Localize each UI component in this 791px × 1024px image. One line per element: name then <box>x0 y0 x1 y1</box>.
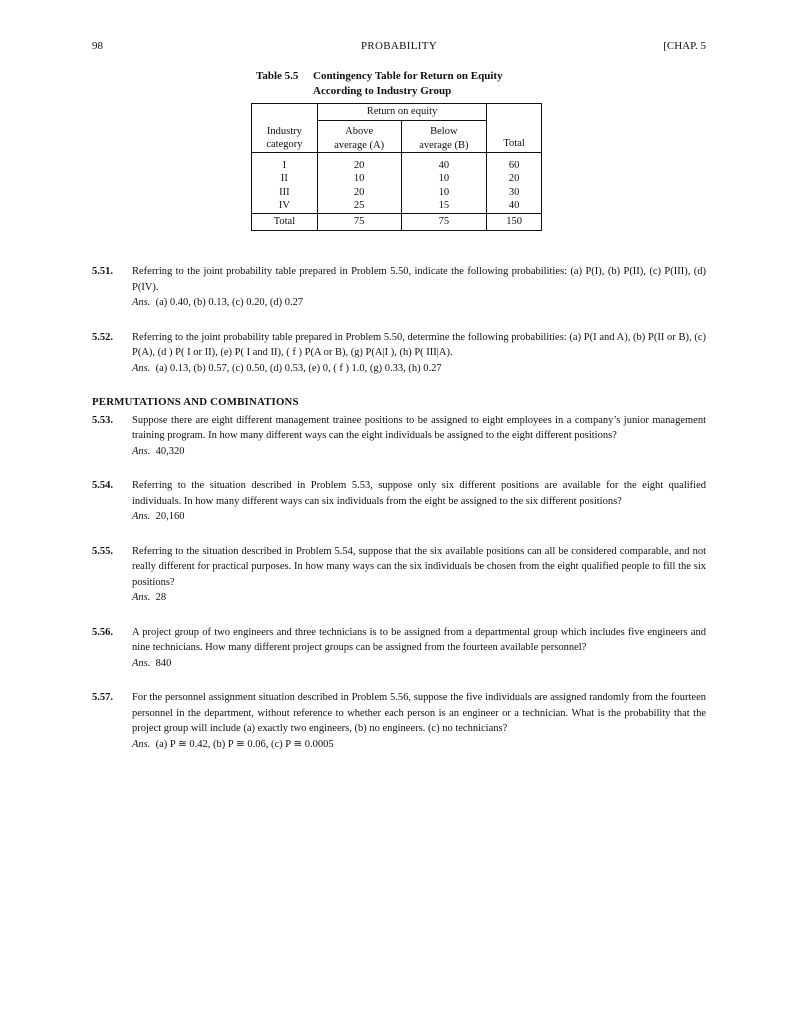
answer-label: Ans. <box>132 592 151 603</box>
header-total: Total <box>487 121 542 153</box>
total-above: 75 <box>317 213 401 230</box>
problem-5-54 <box>92 478 706 525</box>
problem-answer <box>132 590 706 606</box>
table-row <box>252 172 542 186</box>
answer-text: (a) 0.40, (b) 0.13, (c) 0.20, (d) 0.27 <box>155 297 304 308</box>
header-above-l2: average (A) <box>334 139 385 151</box>
table-total-row <box>252 213 542 230</box>
table-row <box>252 186 542 200</box>
row-category: I <box>252 159 318 173</box>
total-label: Total <box>252 213 318 230</box>
problem-5-51 <box>92 264 706 311</box>
chapter-label: [CHAP. 5 <box>663 40 706 52</box>
problem-5-52 <box>92 330 706 377</box>
problem-number: 5.52. <box>92 331 113 343</box>
problem-number: 5.51. <box>92 266 113 277</box>
running-title: PROBABILITY <box>360 40 438 52</box>
row-below: 40 <box>401 159 487 173</box>
row-below: 15 <box>401 199 487 213</box>
problem-5-55 <box>92 544 706 606</box>
table-row <box>252 159 542 173</box>
header-industry <box>252 121 318 153</box>
answer-text: (a) P ≅ 0.42, (b) P ≅ 0.06, (c) P ≅ 0.0005 <box>155 738 334 750</box>
problem-5-53 <box>92 413 706 460</box>
row-below: 10 <box>401 172 487 186</box>
problem-text: For the personnel assignment situation described in Problem 5.56, suppose the five individuals are assigned randomly from the fourteen personnel in the department, without reference to whether each person is an engineer or a technician. What is the probability that the project group will include (a) exactly two engineers, (b) no engineers. (c) no technicians? <box>132 692 706 734</box>
row-above: 20 <box>317 186 401 200</box>
problem-answer <box>132 361 706 377</box>
table-row <box>252 199 542 213</box>
problem-number: 5.55. <box>92 545 113 557</box>
problem-text: A project group of two engineers and three technicians is to be assigned from a departmental group which includes five engineers and nine technicians. How many different project groups can be assigned from the fourteen available personnel? <box>132 626 706 653</box>
answer-label: Ans. <box>132 657 151 669</box>
problem-number: 5.54. <box>92 480 113 491</box>
answer-text: 28 <box>155 592 167 603</box>
table-label: Table 5.5 <box>256 70 299 82</box>
header-above <box>317 121 401 153</box>
row-above: 20 <box>317 159 401 173</box>
header-below-l1: Below <box>430 126 458 137</box>
page-header <box>92 40 706 56</box>
answer-label: Ans. <box>132 738 151 750</box>
problem-text: Referring to the situation described in Problem 5.53, suppose only six different positions are available for the eight qualified individuals. In how many different ways can six individuals from the eight be assigned to the six different positions? <box>132 480 706 507</box>
answer-text: (a) 0.13, (b) 0.57, (c) 0.50, (d) 0.53, (e) 0, ( f ) 1.0, (g) 0.33, (h) 0.27 <box>155 362 442 374</box>
problem-answer <box>132 656 706 672</box>
problem-text: Suppose there are eight different management trainee positions to be assigned to eight employees in a company’s junior management training program. In how many different ways can the eight individuals be assigned to the eight different positions? <box>132 414 706 441</box>
header-above-l1: Above <box>345 126 374 137</box>
table-title-line-2: According to Industry Group <box>313 85 452 97</box>
row-total: 40 <box>487 199 542 213</box>
problem-answer <box>132 737 706 753</box>
contingency-table <box>251 103 542 231</box>
total-below: 75 <box>401 213 487 230</box>
problem-answer <box>132 444 706 460</box>
problem-list <box>92 264 706 752</box>
answer-label: Ans. <box>132 297 151 308</box>
total-total: 150 <box>487 213 542 230</box>
header-industry-l2: category <box>266 139 303 151</box>
row-total: 60 <box>487 159 542 173</box>
row-total: 20 <box>487 172 542 186</box>
answer-label: Ans. <box>132 362 151 374</box>
problem-text: Referring to the situation described in Problem 5.54, suppose that the six available positions can all be considered comparable, and not really different for practical purposes. In how many ways can the six individuals be chosen from the eight qualified people to fill the six positions? <box>132 545 706 588</box>
answer-text: 840 <box>155 657 172 669</box>
header-below <box>401 121 487 153</box>
row-category: III <box>252 186 318 200</box>
answer-label: Ans. <box>132 445 151 457</box>
answer-text: 40,320 <box>155 445 185 457</box>
problem-number: 5.57. <box>92 692 113 703</box>
row-below: 10 <box>401 186 487 200</box>
answer-label: Ans. <box>132 511 151 522</box>
problem-5-57 <box>92 690 706 752</box>
problem-text: Referring to the joint probability table prepared in Problem 5.50, indicate the following probabilities: (a) P(I), (b) P(II), (c) P(III), (d) P(IV). <box>132 266 706 293</box>
problem-text: Referring to the joint probability table prepared in Problem 5.50, determine the following probabilities: (a) P(I and A), (b) P(II or B), (c) P(A), (d ) P( I or II), (e) P( I and II), ( f ) P(A or B), (g) P(A|I ), (h) P( III|A). <box>132 331 706 358</box>
row-above: 25 <box>317 199 401 213</box>
row-category: IV <box>252 199 318 213</box>
page-number: 98 <box>92 40 103 52</box>
row-category: II <box>252 172 318 186</box>
header-industry-l1: Industry <box>266 125 302 137</box>
row-above: 10 <box>317 172 401 186</box>
header-below-l2: average (B) <box>419 139 469 151</box>
row-total: 30 <box>487 186 542 200</box>
answer-text: 20,160 <box>155 511 185 522</box>
problem-answer <box>132 509 706 525</box>
table-title-line-1: Contingency Table for Return on Equity <box>313 70 503 82</box>
problem-number: 5.56. <box>92 626 113 638</box>
problem-5-56 <box>92 625 706 672</box>
group-header: Return on equity <box>317 104 486 121</box>
section-heading: PERMUTATIONS AND COMBINATIONS <box>92 396 299 408</box>
problem-answer <box>132 295 706 311</box>
problem-number: 5.53. <box>92 414 113 426</box>
